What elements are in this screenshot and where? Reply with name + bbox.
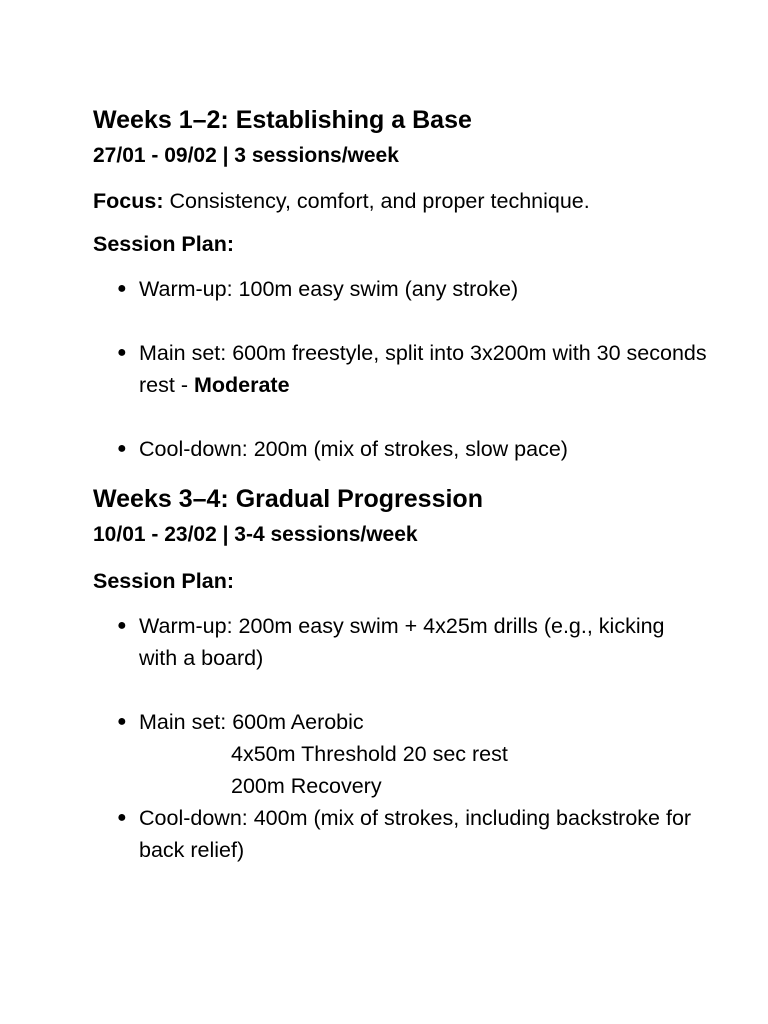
list-item <box>93 802 708 866</box>
section-weeks-1-2 <box>93 104 708 465</box>
bullet-icon: ● <box>117 713 127 730</box>
list-item <box>93 273 708 305</box>
list-item-text: Cool-down: 400m (mix of strokes, including backstroke for back relief) <box>139 806 692 862</box>
bullet-icon: ● <box>117 280 127 297</box>
list-item-text: Cool-down: 200m (mix of strokes, slow pace) <box>139 437 568 461</box>
list-item <box>93 706 708 802</box>
bullet-icon: ● <box>117 809 127 826</box>
list-item <box>93 610 708 674</box>
list-item <box>93 433 708 465</box>
session-plan-heading: Session Plan: <box>93 569 234 593</box>
bullet-icon: ● <box>117 617 127 634</box>
bullet-icon: ● <box>117 344 127 361</box>
focus-text: Consistency, comfort, and proper technique. <box>163 189 590 213</box>
list-item <box>93 337 708 401</box>
section-dates: 27/01 - 09/02 | 3 sessions/week <box>93 144 399 167</box>
section-title: Weeks 1–2: Establishing a Base <box>93 106 472 134</box>
list-item-subline: 200m Recovery <box>231 774 382 798</box>
bullet-icon: ● <box>117 440 127 457</box>
intensity-label: Moderate <box>193 373 290 397</box>
focus-paragraph <box>93 185 708 217</box>
list-item-text: Main set: 600m Aerobic <box>139 710 364 734</box>
focus-label: Focus: <box>93 189 164 213</box>
list-item-text: Warm-up: 100m easy swim (any stroke) <box>139 277 519 301</box>
section-title: Weeks 3–4: Gradual Progression <box>93 485 483 513</box>
session-plan-list <box>93 610 708 866</box>
list-item-subline: 4x50m Threshold 20 sec rest <box>231 742 508 766</box>
section-weeks-3-4 <box>93 483 708 866</box>
list-item-text: Warm-up: 200m easy swim + 4x25m drills (e.g., kicking with a board) <box>139 614 665 670</box>
list-item-text: Main set: 600m freestyle, split into 3x200m with 30 seconds rest - <box>139 341 707 397</box>
session-plan-list <box>93 273 708 465</box>
section-dates: 10/01 - 23/02 | 3-4 sessions/week <box>93 523 418 546</box>
session-plan-heading: Session Plan: <box>93 232 234 256</box>
